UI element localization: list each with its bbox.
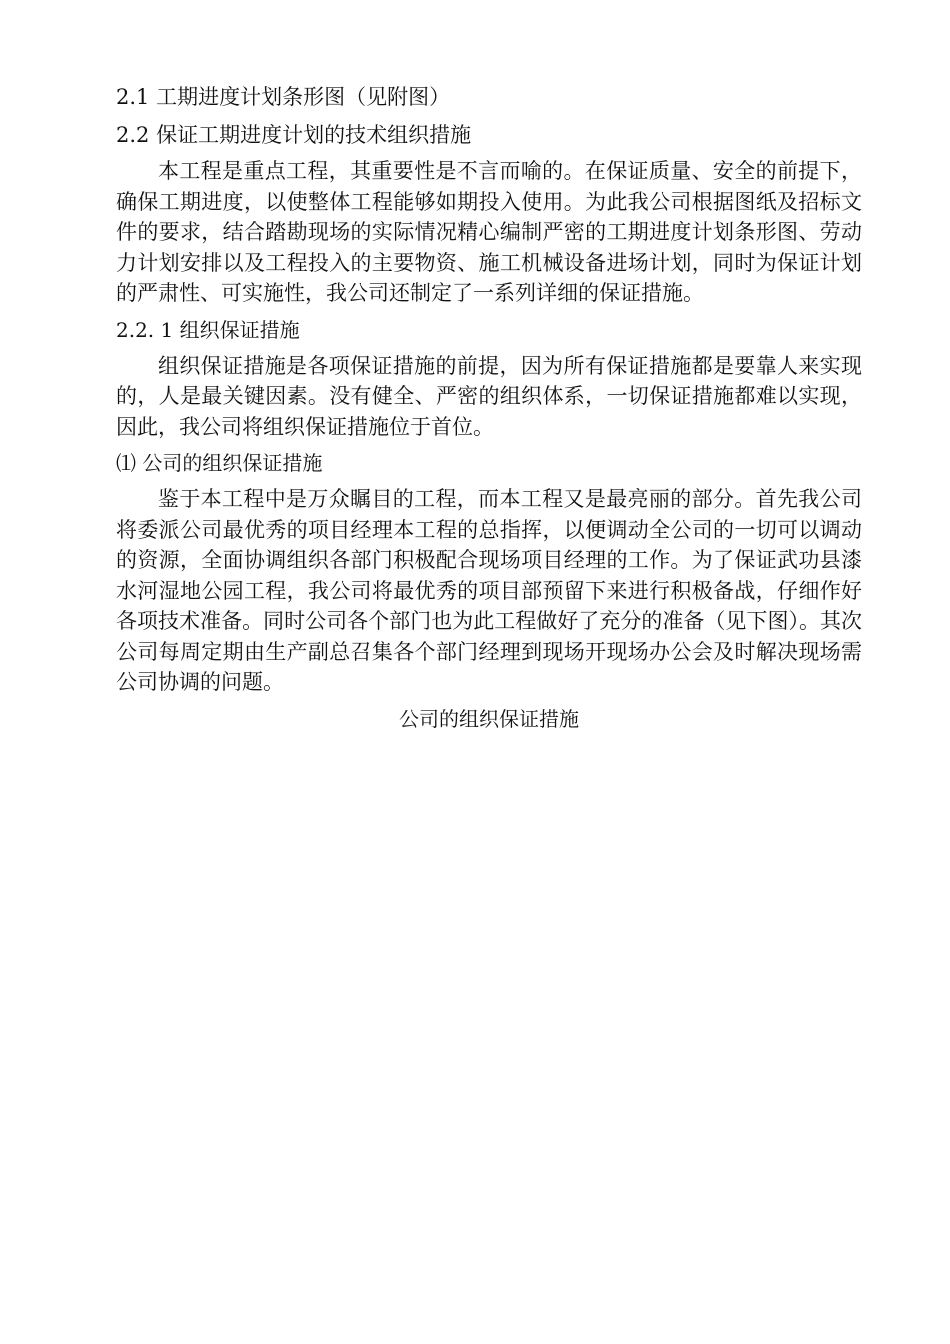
paragraph-organization: 组织保证措施是各项保证措施的前提，因为所有保证措施都是要靠人来实现的，人是最关键因素。没有健全、严密的组织体系，一切保证措施都难以实现，因此，我公司将组织保证措施位于首位。 <box>116 353 862 439</box>
heading-2-2: 2.2 保证工期进度计划的技术组织措施 <box>116 123 472 147</box>
paragraph-intro: 本工程是重点工程，其重要性是不言而喻的。在保证质量、安全的前提下，确保工期进度，以使整体工程能够如期投入使用。为此我公司根据图纸及招标文件的要求，结合踏勘现场的实际情况精心编制严密的工期进度计划条形图、劳动力计划安排以及工程投入的主要物资、施工机械设备进场计划，同时为保证计划的严肃性、可实施性，我公司还制定了一系列详细的保证措施。 <box>116 159 862 305</box>
document-page <box>116 80 862 734</box>
figure-caption: 公司的组织保证措施 <box>399 706 579 731</box>
heading-2-2-1: 2.2. 1 组织保证措施 <box>116 317 300 342</box>
list-item-1-heading: ⑴ 公司的组织保证措施 <box>116 451 323 475</box>
paragraph-company: 鉴于本工程中是万众瞩目的工程，而本工程又是最亮丽的部分。首先我公司将委派公司最优秀的项目经理本工程的总指挥，以便调动全公司的一切可以调动的资源，全面协调组织各部门积极配合现场项目经理的工作。为了保证武功县漆水河湿地公园工程，我公司将最优秀的项目部预留下来进行积极备战，仔细作好各项技术准备。同时公司各个部门也为此工程做好了充分的准备（见下图）。其次公司每周定期由生产副总召集各个部门经理到现场开现场办公会及时解决现场需公司协调的问题。 <box>116 487 862 694</box>
heading-2-1: 2.1 工期进度计划条形图（见附图） <box>116 85 451 109</box>
